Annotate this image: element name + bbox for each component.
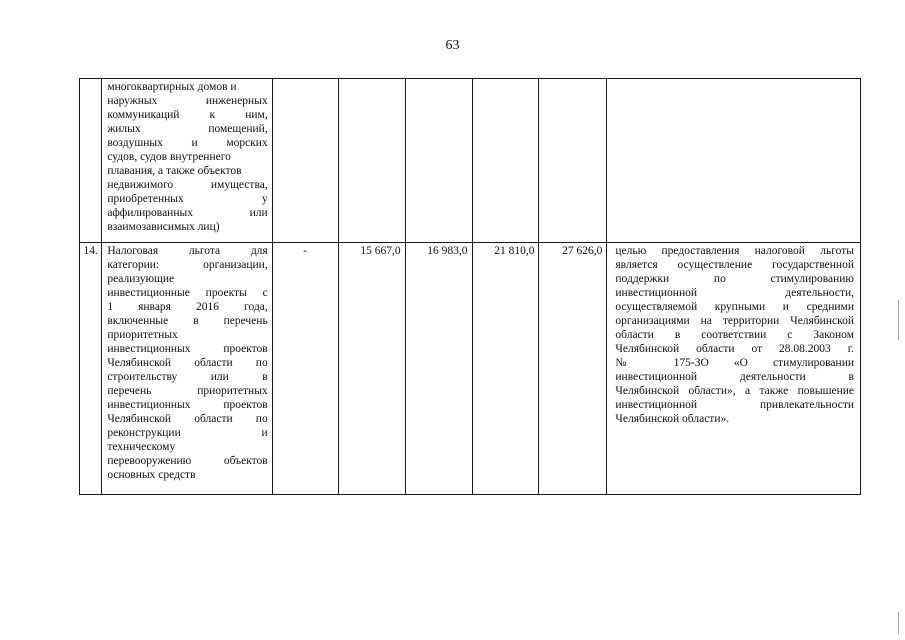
text-line: поддержки по стимулированию — [615, 273, 854, 285]
text-line: организациями на территории Челябинской — [615, 315, 854, 327]
text-line: инвестиционной привлекательности — [615, 399, 854, 411]
text-line: является осуществление государственной — [615, 259, 854, 271]
text-line: плавания, а также объектов — [107, 165, 242, 177]
text-line: строительству или в — [107, 371, 268, 383]
text-line: приоритетных — [107, 329, 178, 341]
text-line: коммуникаций к ним, — [107, 109, 268, 121]
table-row-continuation — [80, 79, 861, 243]
text-line: техническому — [107, 441, 176, 453]
text-line: наружных инженерных — [107, 95, 268, 107]
text-line: области в соответствии с Законом — [615, 329, 854, 341]
cell-number: 14. — [80, 243, 102, 495]
benefits-table — [79, 78, 861, 495]
text-line: инвестиционные проекты с — [107, 287, 268, 299]
text-line: 1 января 2016 года, — [107, 301, 268, 313]
text-line: основных средств — [107, 469, 196, 481]
text-line: перевооружению объектов — [107, 455, 268, 467]
text-line: реконструкции и — [107, 427, 268, 439]
text-line: осуществляемой крупными и средними — [615, 301, 854, 313]
text-line: Челябинской области», а также повышение — [615, 385, 854, 397]
text-line: инвестиционных проектов — [107, 399, 268, 411]
scan-edge-mark — [898, 300, 899, 340]
cell-value — [539, 79, 607, 243]
cell-value-4: 27 626,0 — [539, 243, 607, 495]
text-line: целью предоставления налоговой льготы — [615, 245, 854, 257]
cell-indicator: - — [272, 243, 338, 495]
text-line: приобретенных у — [107, 193, 268, 205]
cell-number — [80, 79, 102, 243]
cell-goal — [607, 79, 861, 243]
text-line: инвестиционной деятельности в — [615, 371, 854, 383]
page-number: 63 — [445, 38, 460, 53]
name-lines — [107, 244, 267, 482]
text-line: перечень приоритетных — [107, 385, 268, 397]
text-line: реализующие — [107, 273, 175, 285]
text-line: № 175-ЗО «О стимулировании — [615, 357, 854, 369]
cell-value-2: 16 983,0 — [405, 243, 472, 495]
cell-value — [472, 79, 539, 243]
text-line: Налоговая льгота для — [107, 245, 268, 257]
text-line: инвестиционной деятельности, — [615, 287, 854, 299]
cell-indicator — [272, 79, 338, 243]
text-line: взаимозависимых лиц) — [107, 221, 220, 233]
text-line: недвижимого имущества, — [107, 179, 268, 191]
cell-value — [338, 79, 405, 243]
table-row-14 — [80, 243, 861, 495]
text-line: Челябинской области». — [615, 413, 730, 425]
name-lines — [107, 80, 267, 234]
cell-benefit-name — [102, 79, 272, 243]
text-line: многоквартирных домов и — [107, 81, 237, 93]
scan-edge-mark — [898, 612, 899, 634]
cell-goal — [607, 243, 861, 495]
cell-value-1: 15 667,0 — [338, 243, 405, 495]
cell-value — [405, 79, 472, 243]
goal-lines — [615, 244, 854, 426]
text-line: Челябинской области от 28.08.2003 г. — [615, 343, 854, 355]
text-line: категории: организации, — [107, 259, 268, 271]
text-line: жилых помещений, — [107, 123, 268, 135]
text-line: включенные в перечень — [107, 315, 268, 327]
text-line: судов, судов внутреннего — [107, 151, 231, 163]
text-line: инвестиционных проектов — [107, 343, 268, 355]
text-line: аффилированных или — [107, 207, 268, 219]
text-line: Челябинской области по — [107, 413, 268, 425]
cell-benefit-name — [102, 243, 272, 495]
cell-value-3: 21 810,0 — [472, 243, 539, 495]
text-line: воздушных и морских — [107, 137, 268, 149]
text-line: Челябинской области по — [107, 357, 268, 369]
